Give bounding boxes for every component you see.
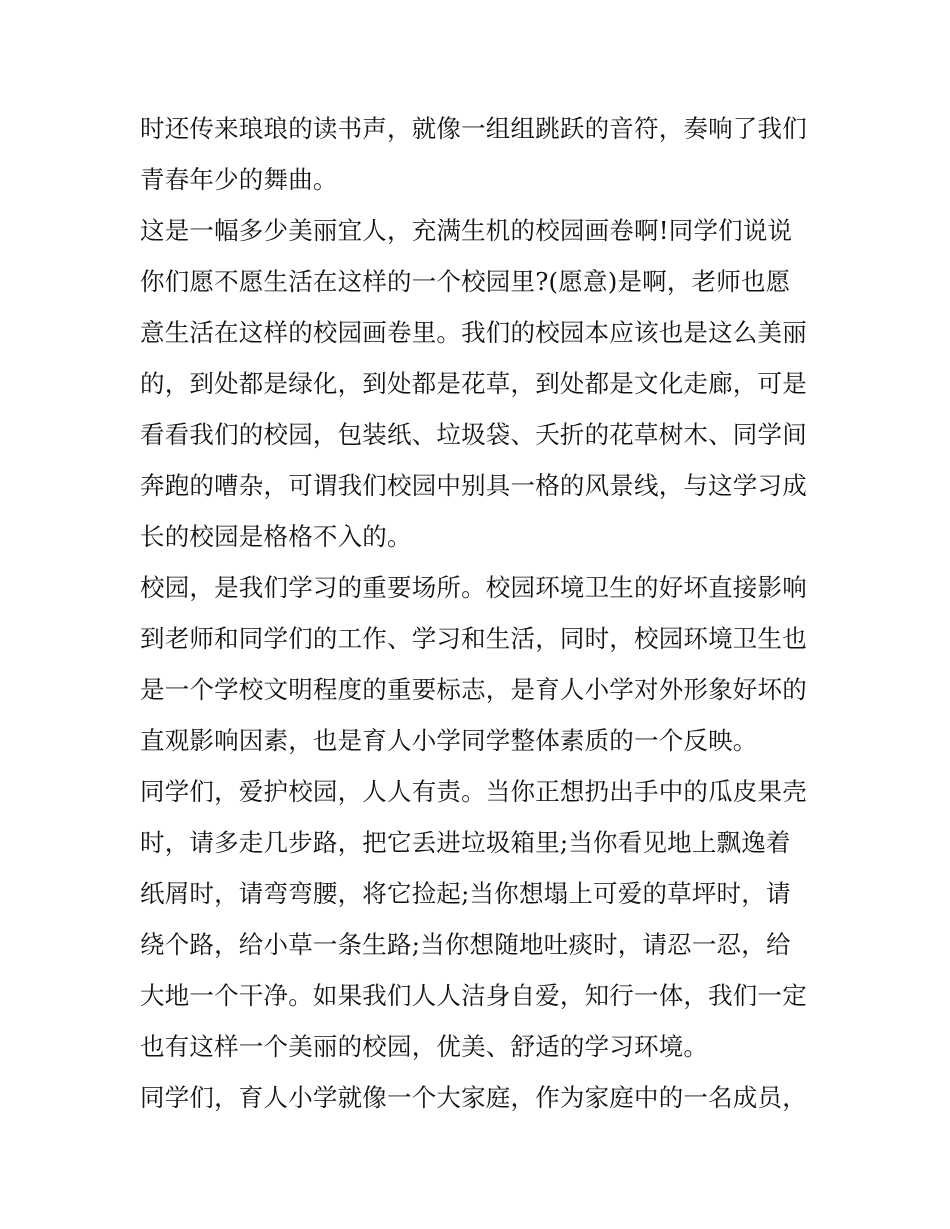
text-line: 同学们，爱护校园，人人有责。当你正想扔出手中的瓜皮果壳 xyxy=(140,777,807,806)
text-line: 时还传来琅琅的读书声，就像一组组跳跃的音符，奏响了我们 xyxy=(140,114,807,143)
text-line: 奔跑的嘈杂，可谓我们校园中别具一格的风景线，与这学习成 xyxy=(140,471,807,500)
text-line: 校园，是我们学习的重要场所。校园环境卫生的好坏直接影响 xyxy=(140,573,807,602)
text-line: 长的校园是格格不入的。 xyxy=(140,522,412,551)
text-line: 青春年少的舞曲。 xyxy=(140,165,338,194)
text-line: 绕个路，给小草一条生路;当你想随地吐痰时，请忍一忍，给 xyxy=(140,930,791,959)
text-line: 的，到处都是绿化，到处都是花草，到处都是文化走廊，可是 xyxy=(140,369,807,398)
text-line: 是一个学校文明程度的重要标志，是育人小学对外形象好坏的 xyxy=(140,675,807,704)
text-line: 同学们，育人小学就像一个大家庭，作为家庭中的一名成员， xyxy=(140,1083,807,1112)
text-line: 意生活在这样的校园画卷里。我们的校园本应该也是这么美丽 xyxy=(140,318,807,347)
text-line: 到老师和同学们的工作、学习和生活，同时，校园环境卫生也 xyxy=(140,624,807,653)
text-line: 大地一个干净。如果我们人人洁身自爱，知行一体，我们一定 xyxy=(140,981,807,1010)
text-line: 时，请多走几步路，把它丢进垃圾箱里;当你看见地上飘逸着 xyxy=(140,828,791,857)
text-line: 看看我们的校园，包装纸、垃圾袋、夭折的花草树木、同学间 xyxy=(140,420,807,449)
text-line: 你们愿不愿生活在这样的一个校园里?(愿意)是啊，老师也愿 xyxy=(140,267,791,296)
text-line: 纸屑时，请弯弯腰，将它捡起;当你想塌上可爱的草坪时，请 xyxy=(140,879,791,908)
text-line: 也有这样一个美丽的校园，优美、舒适的学习环境。 xyxy=(140,1032,709,1061)
text-line: 直观影响因素，也是育人小学同学整体素质的一个反映。 xyxy=(140,726,758,755)
text-line: 这是一幅多少美丽宜人，充满生机的校园画卷啊!同学们说说 xyxy=(140,216,793,245)
